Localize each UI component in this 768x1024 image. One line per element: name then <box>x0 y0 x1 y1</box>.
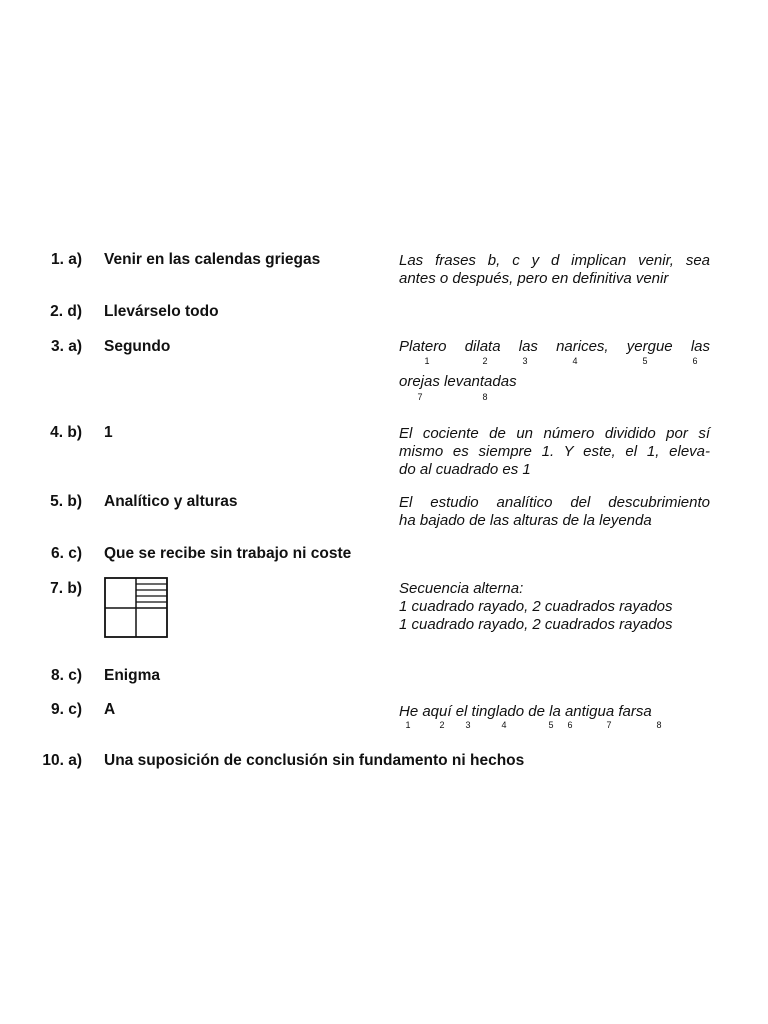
word-index: 3 <box>465 720 471 730</box>
answer-number: 9. c) <box>50 701 82 718</box>
answer-text: Una suposición de conclusión sin fundamento ni hechos <box>104 752 525 769</box>
answer-text: Analítico y alturas <box>104 493 238 510</box>
answer-number: 8. c) <box>50 667 82 684</box>
explanation-line: El estudio analítico del descubrimiento <box>399 494 710 511</box>
explanation <box>399 252 710 288</box>
explanation-line: do al cuadrado es 1 <box>399 461 531 478</box>
word-index: 8 <box>656 720 662 730</box>
word-index: 5 <box>642 356 648 366</box>
explanation <box>399 338 710 356</box>
explanation <box>399 580 710 634</box>
answer-text: 1 <box>104 424 113 441</box>
answer-text: Venir en las calendas griegas <box>104 251 321 268</box>
explanation-line: 1 cuadrado rayado, 2 cuadrados rayados <box>399 598 673 615</box>
word-index: 4 <box>501 720 507 730</box>
answer-text: Llevárselo todo <box>104 303 219 320</box>
word-index: 8 <box>482 392 488 402</box>
answer-number: 7. b) <box>50 580 82 597</box>
word-index: 6 <box>567 720 573 730</box>
answer-number: 1. a) <box>50 251 82 268</box>
answer-number: 6. c) <box>50 545 82 562</box>
explanation <box>399 703 710 721</box>
word-index: 3 <box>522 356 528 366</box>
word-index: 2 <box>439 720 445 730</box>
explanation-line: ha bajado de las alturas de la leyenda <box>399 512 652 529</box>
answer-number: 5. b) <box>50 493 82 510</box>
answer-number: 10. a) <box>42 752 82 769</box>
explanation-line: Las frases b, c y d implican venir, sea <box>399 252 710 269</box>
explanation-line: mismo es siempre 1. Y este, el 1, eleva- <box>399 443 710 460</box>
word-index: 5 <box>548 720 554 730</box>
word-index: 7 <box>417 392 423 402</box>
word-index: 1 <box>424 356 430 366</box>
explanation-line: 1 cuadrado rayado, 2 cuadrados rayados <box>399 616 673 633</box>
explanation-line: He aquí el tinglado de la antigua farsa <box>399 703 652 720</box>
answer-text: Que se recibe sin trabajo ni coste <box>104 545 352 562</box>
square-grid-figure <box>104 577 168 638</box>
explanation-line: El cociente de un número dividido por sí <box>399 425 710 442</box>
word-index: 4 <box>572 356 578 366</box>
answer-text: Segundo <box>104 338 171 355</box>
word-index: 2 <box>482 356 488 366</box>
word-index: 6 <box>692 356 698 366</box>
answer-number: 3. a) <box>50 338 82 355</box>
answer-text: Enigma <box>104 667 160 684</box>
answer-number: 2. d) <box>50 303 82 320</box>
answer-number: 4. b) <box>50 424 82 441</box>
explanation <box>399 494 710 530</box>
answer-text: A <box>104 701 116 718</box>
explanation-line: orejas levantadas <box>399 373 517 390</box>
explanation-line: Platero dilata las narices, yergue las <box>399 338 710 355</box>
word-index: 7 <box>606 720 612 730</box>
explanation <box>399 373 710 391</box>
explanation-line: antes o después, pero en definitiva venir <box>399 270 669 287</box>
explanation <box>399 425 710 479</box>
explanation-line: Secuencia alterna: <box>399 580 524 597</box>
word-index: 1 <box>405 720 411 730</box>
